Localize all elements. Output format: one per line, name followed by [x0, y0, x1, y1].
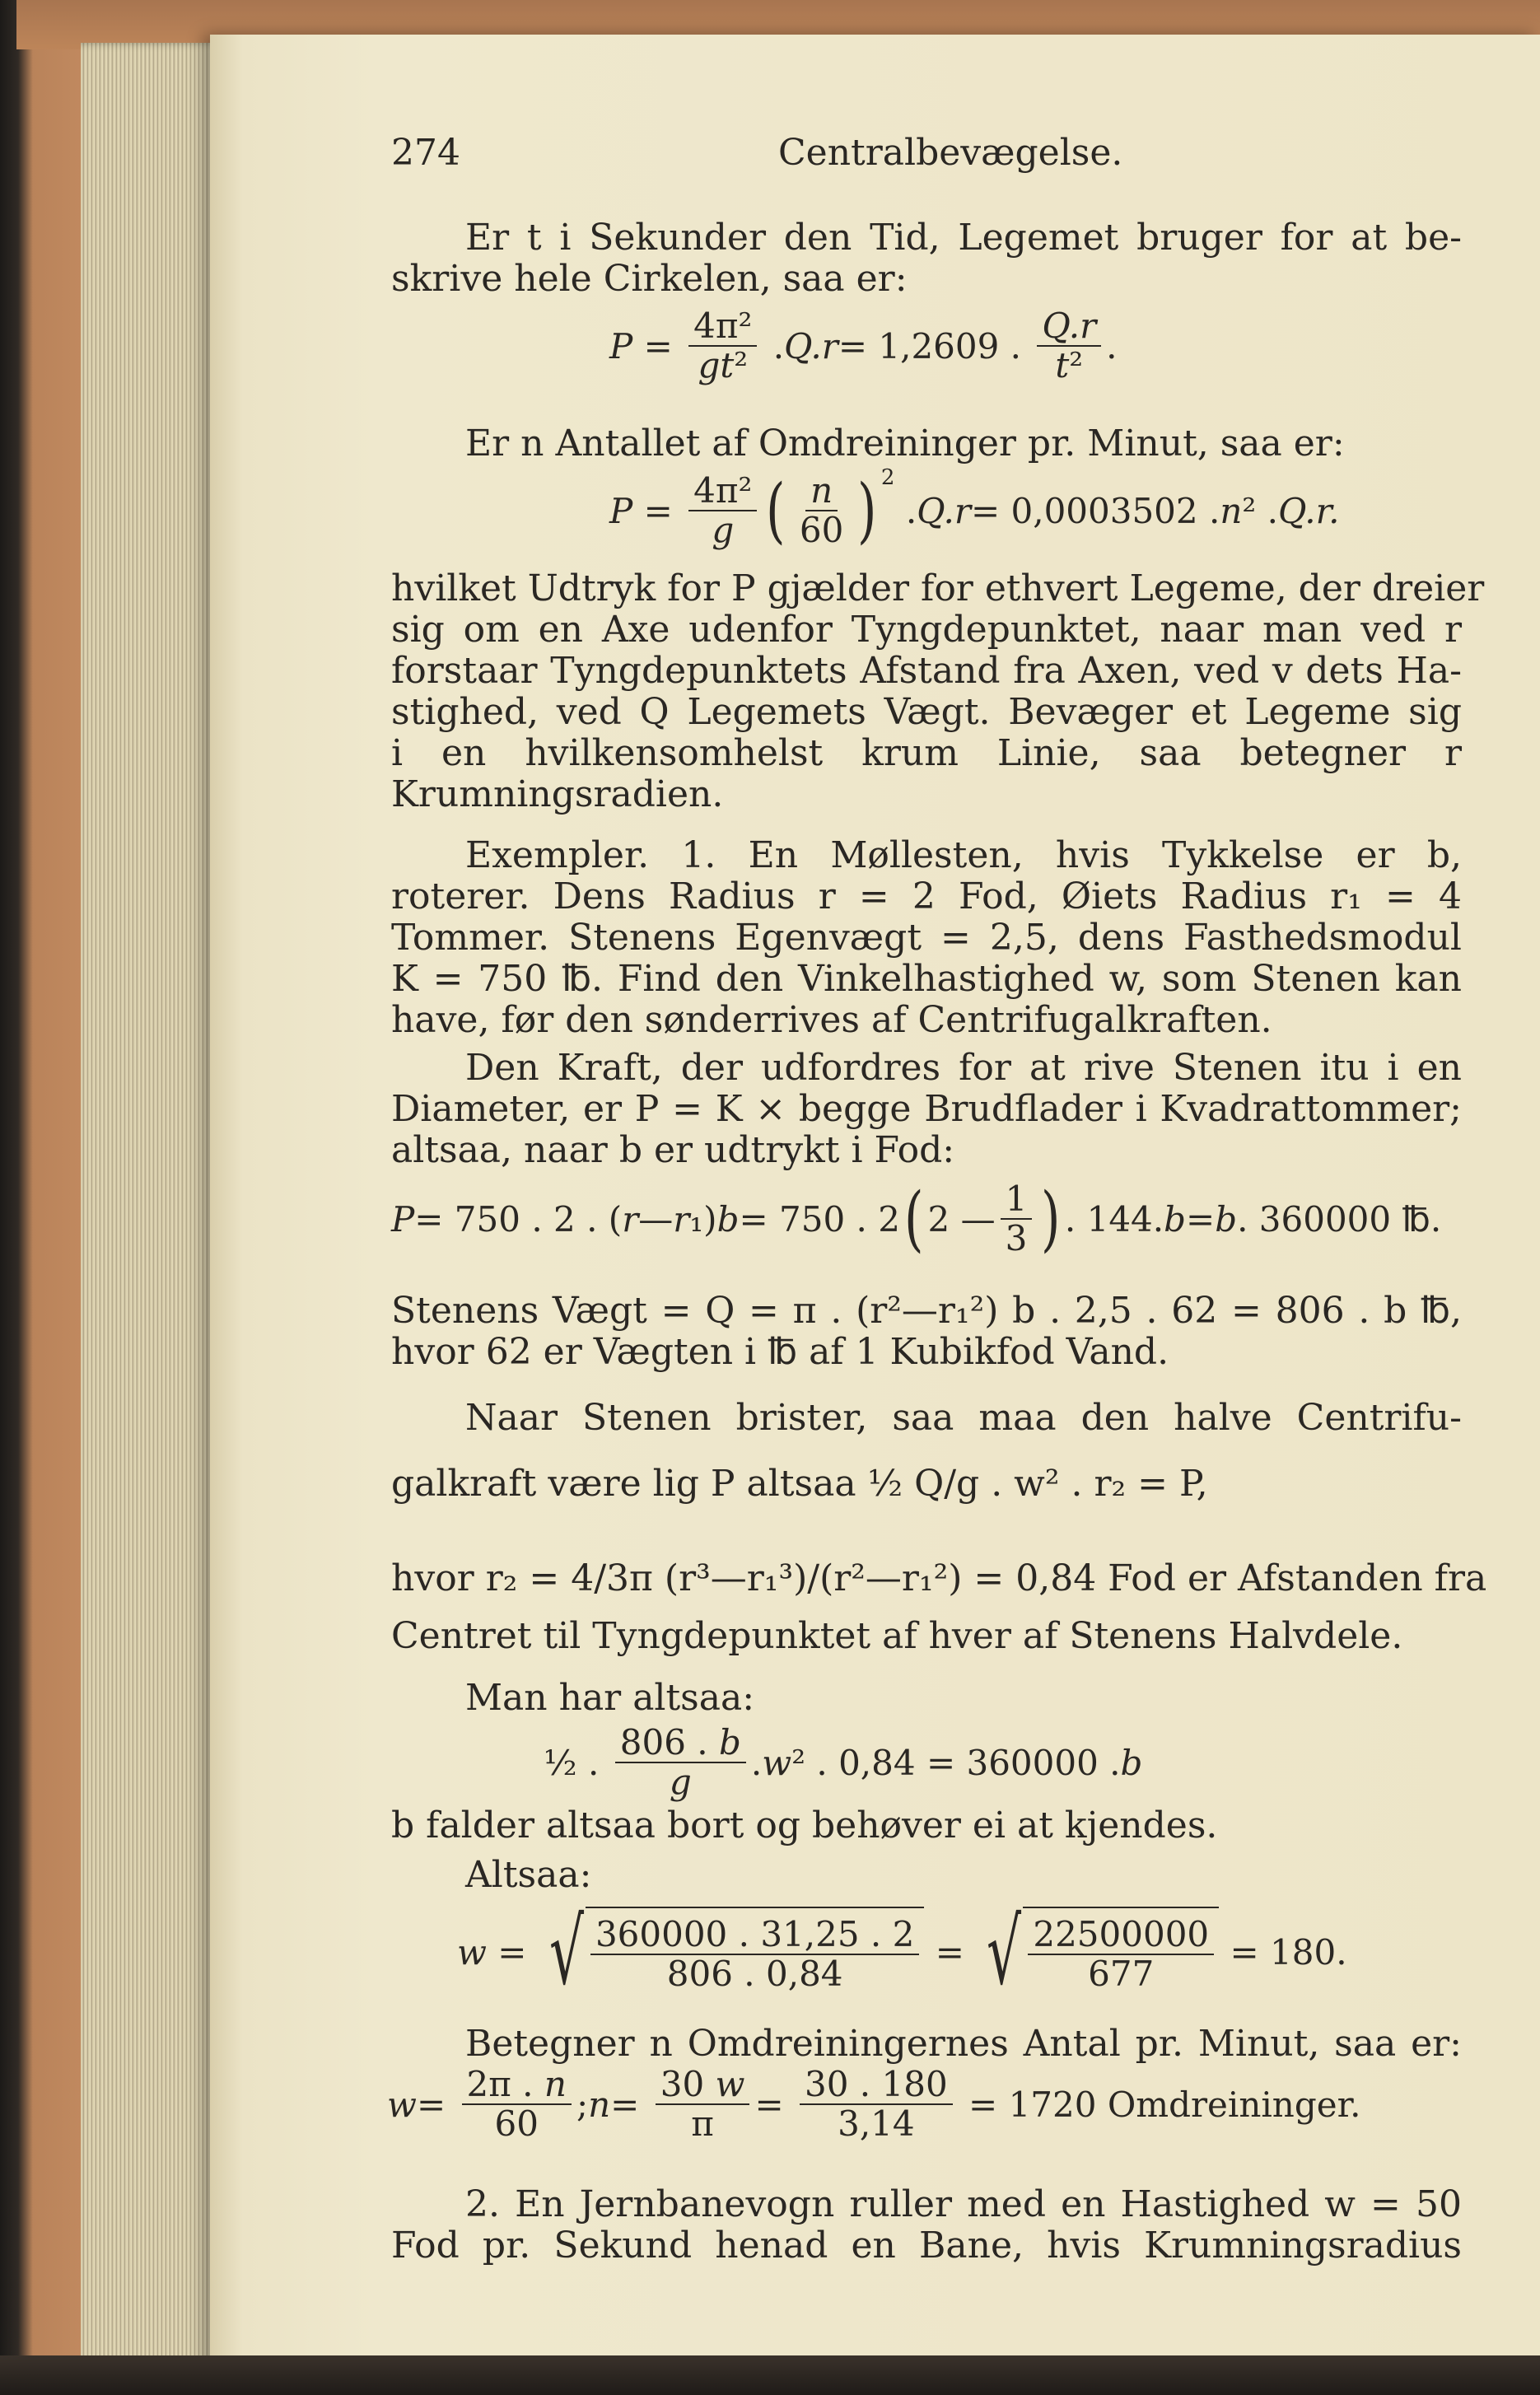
running-title: Centralbevægelse.	[778, 132, 1123, 174]
text-line: Betegner n Omdreiningernes Antal pr. Minut, saa er:	[465, 2023, 1462, 2065]
text-line: K = 750 ℔. Find den Vinkelhastighed w, som Stenen kan	[391, 958, 1462, 1000]
text-line: i en hvilkensomhelst krum Linie, saa betegner r	[391, 732, 1462, 774]
text-line: Diameter, er P = K × begge Brudflader i Kvadrattommer;	[391, 1088, 1462, 1130]
text-line: Altsaa:	[465, 1854, 592, 1896]
text-line: Naar Stenen brister, saa maa den halve Centrifu-	[465, 1397, 1462, 1439]
page-block-edge	[81, 43, 229, 2374]
text-line: Fod pr. Sekund henad en Bane, hvis Krumningsradius	[391, 2225, 1462, 2267]
text-line: sig om en Axe udenfor Tyngdepunktet, naar man ved r	[391, 609, 1462, 651]
text-line: Er t i Sekunder den Tid, Legemet bruger for at be-	[465, 217, 1462, 259]
text-line: stighed, ved Q Legemets Vægt. Bevæger et Legeme sig	[391, 691, 1462, 733]
text-line: Er n Antallet af Omdreininger pr. Minut, saa er:	[465, 423, 1345, 465]
text-line: 2. En Jernbanevogn ruller med en Hastighed w = 50	[465, 2183, 1462, 2225]
text-line: Den Kraft, der udfordres for at rive Stenen itu i en	[465, 1047, 1462, 1089]
equation-3: P = 750 . 2 . ( r — r ₁) b = 750 . 2 ( 2 — $\frac{1}{3}$ ) . 144. b = b . 360000 ℔.	[391, 1178, 1442, 1260]
text-line: Tommer. Stenens Egenvægt = 2,5, dens Fasthedsmodul	[391, 917, 1462, 959]
text-line: Krumningsradien.	[391, 773, 724, 815]
text-line: skrive hele Cirkelen, saa er:	[391, 258, 908, 300]
text-line: hvor 62 er Vægten i ℔ af 1 Kubikfod Vand.	[391, 1331, 1169, 1373]
text-line: hvor r₂ = 4/3π (r³—r₁³)/(r²—r₁²) = 0,84 Fod er Afstanden fra	[391, 1557, 1487, 1599]
text-line: forstaar Tyngdepunktets Afstand fra Axen, ved v dets Ha-	[391, 650, 1462, 692]
text-line: galkraft være lig P altsaa ½ Q/g . w² . r₂ = P,	[391, 1463, 1208, 1505]
equation-5: w = √ $\frac{360000 . 31,25 . 2}{806 . 0,84}$ = √ $\frac{22500000}{677}$ = 180.	[457, 1899, 1347, 2005]
equation-1: P = $\frac{\text{4π²}}{\text{gt²}}$ . Q.r = 1,2609 . $\frac{Q.r}{\text{t²}}$ .	[609, 306, 1118, 385]
equation-4: ½ . $\frac{806 . b}{g}$ . w ² . 0,84 = 360000 . b	[544, 1722, 1143, 1802]
page-header	[391, 132, 1462, 181]
equation-2: P = $\frac{\text{4π²}}{g}$ ( $\frac{n}{60}$ ) $^2$ . Q.r = 0,0003502 . n ² . Q.r.	[609, 465, 1340, 552]
text-line: Exempler. 1. En Møllesten, hvis Tykkelse er b,	[465, 834, 1462, 876]
text-line: Stenens Vægt = Q = π . (r²—r₁²) b . 2,5 . 62 = 806 . b ℔,	[391, 1290, 1462, 1332]
text-line: Man har altsaa:	[465, 1677, 755, 1719]
bottom-shadow	[0, 2355, 1540, 2395]
text-line: Centret til Tyngdepunktet af hver af Stenens Halvdele.	[391, 1615, 1403, 1657]
equation-6: w = $\frac{2\pi . n}{60}$ ; n = $\frac{30 w}{\pi}$ = $\frac{30 . 180}{3,14}$ = 1720 Omdreininger.	[387, 2064, 1361, 2144]
text-line: hvilket Udtryk for P gjælder for ethvert Legeme, der dreier	[391, 567, 1485, 609]
text-line: roterer. Dens Radius r = 2 Fod, Øiets Radius r₁ = 4	[391, 875, 1462, 917]
page-number: 274	[391, 132, 460, 174]
text-line: altsaa, naar b er udtrykt i Fod:	[391, 1129, 955, 1171]
text-line: b falder altsaa bort og behøver ei at kjendes.	[391, 1804, 1218, 1846]
text-line: have, før den sønderrives af Centrifugalkraften.	[391, 999, 1272, 1041]
